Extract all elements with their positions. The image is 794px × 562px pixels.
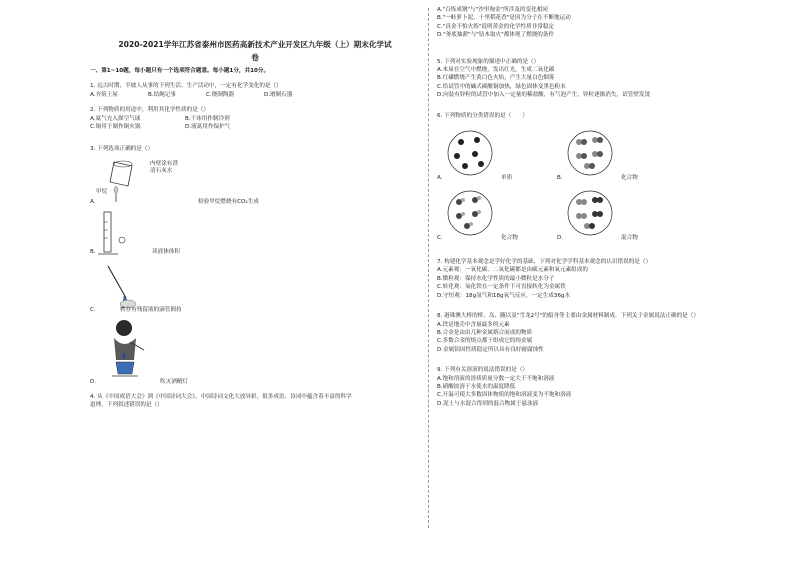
option-d-figure [90, 316, 420, 386]
option-b: B."一畦萝卜泥，十里稻花香"是因为分子在不断地运动 [437, 15, 571, 22]
right-column [437, 6, 757, 408]
label-text: 甲烷 [96, 188, 108, 195]
label-text: 清石灰水 [150, 167, 173, 174]
beaker-flame-icon [92, 156, 152, 206]
option-prefix: B. [557, 175, 563, 182]
option-b-figure [90, 210, 420, 258]
option-b: B.干冰用作制冷剂 [185, 115, 230, 122]
option-b: B.红磷燃烧产生黄白色火焰，产生大量白色烟雾 [437, 75, 555, 82]
option-a: A.铁是地壳中含量最多的元素 [437, 321, 510, 328]
exam-title [90, 38, 420, 64]
question-stem: 3. 下列选项正确的是（） [90, 146, 154, 153]
question-2 [90, 106, 420, 131]
particle-circle-a [445, 128, 495, 178]
option-prefix: B. [90, 248, 96, 255]
option-caption: 化合物 [501, 235, 518, 242]
question-3 [90, 145, 420, 385]
column-divider [428, 8, 429, 528]
option-caption: 单质 [501, 175, 513, 182]
option-prefix: A. [90, 198, 96, 205]
option-a: A.氦气充入探空气球 [90, 115, 141, 122]
particle-circle-c [445, 188, 495, 238]
option-prefix: D. [557, 235, 564, 242]
question-stem: 8. 港珠澳大桥的桥、岛、隧以及"雪龙2号"的船身等主要由金属材料制成。下列关于金属说法正确的是（） [437, 313, 699, 320]
question-stem: 1. 远古时期，半坡人从事的下列生活、生产活动中，一定有化学变化的是（） [90, 83, 282, 90]
particle-circle-d [565, 188, 615, 238]
option-caption: 混合物 [621, 235, 638, 242]
option-b: B.合金是由由几种金属熔合而成的物质 [437, 329, 533, 336]
option-c: C.给试管中的碱式碳酸铜加热，绿色固体变黑色粉末 [437, 83, 566, 90]
option-d: D.泥土与水混合得到的混合物属于悬浊液 [437, 400, 539, 407]
option-caption: 检验甲烷燃烧有CO₂生成 [198, 198, 259, 205]
question-7 [437, 258, 757, 300]
question-1 [90, 82, 420, 99]
option-caption: 转存有残留液的滴管倒持 [120, 306, 182, 313]
question-stem: 6. 下列物质的分类错误的是（ ） [437, 112, 529, 119]
option-prefix: D. [90, 378, 97, 385]
person-blowing-lamp-icon [100, 316, 160, 382]
question-stem: 5. 下列对实验现象的描述中正确的是（） [437, 58, 540, 65]
question-6 [437, 112, 757, 242]
particle-diagrams [437, 124, 757, 242]
option-prefix: C. [437, 235, 443, 242]
option-prefix: A. [437, 175, 443, 182]
question-4 [90, 393, 420, 410]
option-a-figure [90, 154, 420, 206]
label-text: 内壁涂有澄 [150, 160, 178, 167]
option-d: D.向装有锌粒的试管中加入一定量的稀盐酸，有气泡产生，锌粒逐渐消失，试管壁发烫 [437, 92, 651, 99]
option-a: A.木炭在空气中燃烧，发出红光，生成二氧化碳 [437, 67, 555, 74]
option-b: B.微粒观：保持水化学性质的最小微粒是水分子 [437, 275, 555, 282]
option-caption: 吹灭酒精灯 [160, 378, 188, 385]
option-c: C."真金不怕火炼"说明黄金的化学性质非常稳定 [437, 23, 555, 30]
question-9 [437, 366, 757, 408]
option-b: B.硝酸铵溶于水使水的温度降低 [437, 383, 516, 390]
option-c: C.铜用于制作铜火锅 [90, 124, 141, 131]
option-a: A.元素观：一氧化碳、二氧化碳都是由碳元素和氧元素组成的 [437, 267, 588, 274]
option-a: A."百炼成钢"与"沙里淘金"所涉及的变化相同 [437, 7, 548, 13]
title-line-2: 卷 [251, 53, 259, 62]
option-caption: 化合物 [621, 175, 638, 182]
option-c: C.多数合金的熔点都于组成它的纯金属 [437, 338, 533, 345]
question-stem: 7. 构建化学基本观念是学好化学的基础，下列对化学学科基本观念的认识错误的是（） [437, 259, 652, 266]
question-stem: 2. 下列物质的用途中，利用其化学性质的是（） [90, 107, 209, 114]
option-d: D.磨制石器 [264, 91, 293, 98]
option-b: B.结绳记事 [148, 91, 176, 98]
left-column [90, 38, 420, 410]
option-c: C.烧制陶器 [206, 91, 235, 98]
question-stem: 9. 下列有关溶液的说法错误的是（） [437, 367, 529, 374]
graduated-cylinder-icon [94, 210, 134, 258]
option-d: D.金属铝因性质稳定所以具有良好耐腐蚀性 [437, 346, 544, 353]
question-5 [437, 58, 757, 100]
question-4-options [437, 6, 757, 40]
option-c: C.开温可使大多数固体物质的饱和溶液变为不饱和溶液 [437, 392, 572, 399]
option-d: D."釜底抽薪"与"钻木取火"都体现了燃烧的条件 [437, 32, 555, 39]
title-line-1: 2020-2021学年江苏省泰州市医药高新技术产业开发区九年级（上）期末化学试 [118, 40, 392, 49]
option-caption: 读液体体积 [152, 248, 180, 255]
option-c: C.转化观：氧化铁在一定条件下可直接转化为金属铁 [437, 284, 566, 291]
question-stem-line-1: 4. 从《中国成语大会》到《中国诗词大会》，中国诗词文化大放异彩，很多成语、诗词中蕴含着丰富的科学 [90, 393, 352, 400]
option-a: A.饱和溶液的溶质质量分数一定大于不饱和溶液 [437, 375, 555, 382]
option-a: A.夯筑土屋 [90, 91, 118, 98]
option-d: D.液氮用作保护气 [185, 124, 231, 131]
question-8 [437, 312, 757, 354]
question-stem-line-2: 道理。下列叙述错误的是（） [90, 402, 163, 409]
section-heading: 一、第1~10题，每小题只有一个选项符合题意。每小题1分，共10分。 [90, 68, 270, 74]
option-c-figure [90, 262, 420, 314]
option-prefix: C. [90, 306, 96, 313]
particle-circle-b [565, 128, 615, 178]
option-d: D.守恒观：18g氢气和18g氧气反应，一定生成36g水 [437, 292, 571, 299]
